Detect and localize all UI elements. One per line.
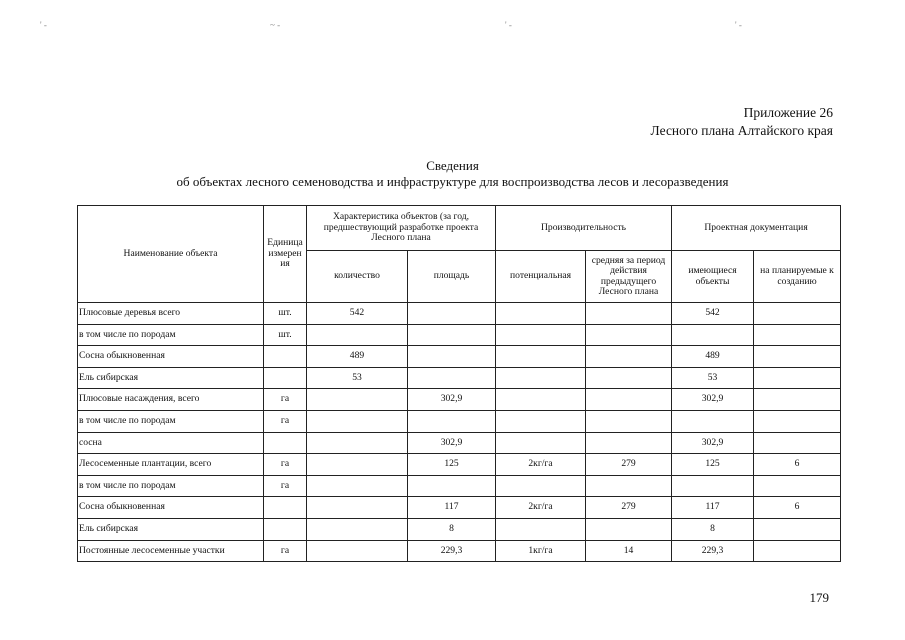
appendix-line2: Лесного плана Алтайского края: [650, 123, 833, 138]
cell-name: Плюсовые деревья всего: [78, 303, 264, 325]
cell-planned: [754, 389, 841, 411]
table-row: [78, 367, 841, 389]
cell-area: 302,9: [408, 432, 496, 454]
header-characteristics: Характеристика объектов (за год, предшествующий разработке проекта Лесного плана: [307, 206, 496, 251]
cell-planned: [754, 346, 841, 368]
cell-quantity: [307, 432, 408, 454]
table-row: [78, 497, 841, 519]
cell-quantity: [307, 475, 408, 497]
cell-planned: [754, 367, 841, 389]
cell-potential: 2кг/га: [496, 454, 586, 476]
cell-quantity: 53: [307, 367, 408, 389]
cell-existing: 53: [672, 367, 754, 389]
cell-name: Сосна обыкновенная: [78, 497, 264, 519]
cell-potential: [496, 346, 586, 368]
cell-area: 229,3: [408, 540, 496, 562]
cell-name: в том числе по породам: [78, 475, 264, 497]
cell-potential: [496, 518, 586, 540]
cell-potential: [496, 324, 586, 346]
cell-unit: га: [264, 540, 307, 562]
cell-quantity: [307, 497, 408, 519]
cell-existing: 302,9: [672, 389, 754, 411]
table-row: [78, 475, 841, 497]
cell-name: Ель сибирская: [78, 367, 264, 389]
cell-unit: [264, 497, 307, 519]
cell-average: 279: [586, 454, 672, 476]
cell-quantity: 542: [307, 303, 408, 325]
cell-area: 117: [408, 497, 496, 519]
cell-quantity: [307, 540, 408, 562]
cell-quantity: [307, 518, 408, 540]
cell-unit: шт.: [264, 324, 307, 346]
table-row: [78, 454, 841, 476]
cell-average: [586, 475, 672, 497]
cell-existing: 229,3: [672, 540, 754, 562]
header-potential: потенциальная: [496, 251, 586, 303]
cell-unit: га: [264, 454, 307, 476]
table-row: [78, 389, 841, 411]
cell-average: [586, 518, 672, 540]
cell-potential: 2кг/га: [496, 497, 586, 519]
cell-planned: [754, 540, 841, 562]
appendix-label: [651, 104, 833, 140]
header-average: средняя за период действия предыдущего Лесного плана: [586, 251, 672, 303]
cell-potential: [496, 432, 586, 454]
cell-existing: [672, 324, 754, 346]
table-row: [78, 303, 841, 325]
cell-area: 8: [408, 518, 496, 540]
cell-existing: 117: [672, 497, 754, 519]
cell-existing: 8: [672, 518, 754, 540]
header-row-top: [78, 206, 841, 251]
cell-planned: [754, 324, 841, 346]
title-line1: Сведения: [426, 158, 479, 173]
header-area: площадь: [408, 251, 496, 303]
cell-area: [408, 475, 496, 497]
cell-area: 302,9: [408, 389, 496, 411]
cell-quantity: 489: [307, 346, 408, 368]
cell-average: [586, 410, 672, 432]
header-name: Наименование объекта: [78, 206, 264, 303]
cell-name: Плюсовые насаждения, всего: [78, 389, 264, 411]
cell-name: Ель сибирская: [78, 518, 264, 540]
cell-potential: [496, 410, 586, 432]
document-title: [0, 158, 905, 190]
header-existing: имеющиеся объекты: [672, 251, 754, 303]
cell-existing: 302,9: [672, 432, 754, 454]
cell-average: [586, 367, 672, 389]
header-planned: на планируемые к созданию: [754, 251, 841, 303]
title-line2: об объектах лесного семеноводства и инфраструктуре для воспроизводства лесов и лесоразведения: [176, 174, 729, 189]
cell-average: [586, 389, 672, 411]
cell-planned: [754, 518, 841, 540]
cell-unit: [264, 518, 307, 540]
cell-average: [586, 324, 672, 346]
seed-objects-table: [77, 205, 841, 562]
cell-name: в том числе по породам: [78, 410, 264, 432]
cell-existing: 542: [672, 303, 754, 325]
cell-planned: 6: [754, 497, 841, 519]
table-row: [78, 324, 841, 346]
cell-potential: 1кг/га: [496, 540, 586, 562]
table-row: [78, 346, 841, 368]
cell-existing: [672, 410, 754, 432]
cell-quantity: [307, 454, 408, 476]
cell-average: 279: [586, 497, 672, 519]
header-productivity: Производительность: [496, 206, 672, 251]
cell-area: [408, 346, 496, 368]
cell-potential: [496, 303, 586, 325]
cell-average: 14: [586, 540, 672, 562]
cell-existing: [672, 475, 754, 497]
cell-area: [408, 410, 496, 432]
cell-area: [408, 324, 496, 346]
cell-name: в том числе по породам: [78, 324, 264, 346]
cell-area: [408, 303, 496, 325]
cell-area: [408, 367, 496, 389]
cell-average: [586, 432, 672, 454]
table-row: [78, 518, 841, 540]
cell-quantity: [307, 324, 408, 346]
cell-existing: 489: [672, 346, 754, 368]
cell-area: 125: [408, 454, 496, 476]
appendix-line1: Приложение 26: [743, 105, 833, 120]
header-quantity: количество: [307, 251, 408, 303]
cell-planned: [754, 303, 841, 325]
cell-unit: [264, 346, 307, 368]
cell-name: Лесосеменные плантации, всего: [78, 454, 264, 476]
cell-average: [586, 346, 672, 368]
cell-potential: [496, 389, 586, 411]
cell-name: Сосна обыкновенная: [78, 346, 264, 368]
table-row: [78, 432, 841, 454]
cell-name: сосна: [78, 432, 264, 454]
header-project-docs: Проектная документация: [672, 206, 841, 251]
cell-potential: [496, 367, 586, 389]
cell-quantity: [307, 410, 408, 432]
table-row: [78, 410, 841, 432]
cell-unit: га: [264, 475, 307, 497]
table-row: [78, 540, 841, 562]
cell-unit: [264, 367, 307, 389]
cell-unit: га: [264, 410, 307, 432]
page-number: 179: [809, 590, 829, 605]
cell-quantity: [307, 389, 408, 411]
cell-existing: 125: [672, 454, 754, 476]
cell-unit: га: [264, 389, 307, 411]
cell-unit: [264, 432, 307, 454]
header-unit: Единица измерен ия: [264, 206, 307, 303]
cell-name: Постоянные лесосеменные участки: [78, 540, 264, 562]
cell-average: [586, 303, 672, 325]
cell-planned: [754, 410, 841, 432]
cell-planned: [754, 432, 841, 454]
cell-potential: [496, 475, 586, 497]
cell-planned: 6: [754, 454, 841, 476]
cell-unit: шт.: [264, 303, 307, 325]
cell-planned: [754, 475, 841, 497]
